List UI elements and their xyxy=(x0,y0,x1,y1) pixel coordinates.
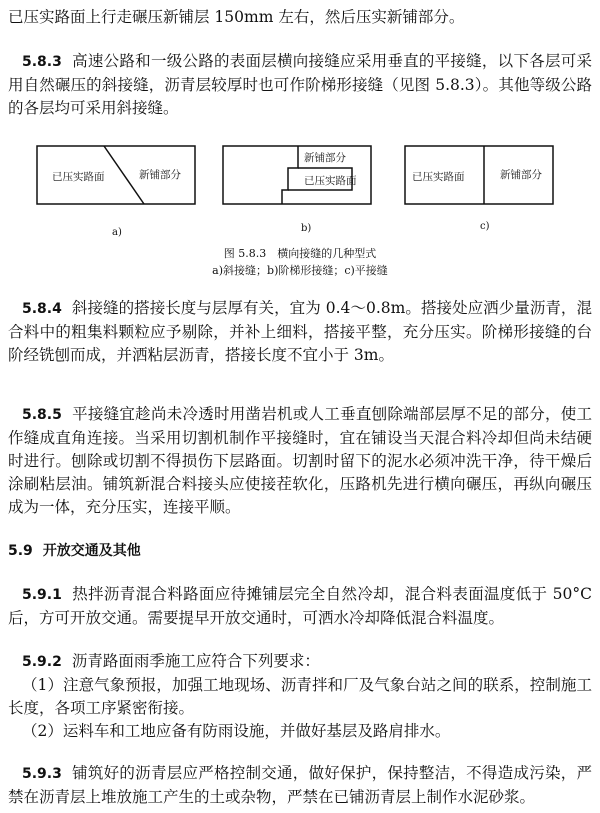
intro-text: 已压实路面上行走碾压新铺层 150mm 左右，然后压实新铺部分。 xyxy=(8,8,465,26)
intro-paragraph xyxy=(8,6,592,29)
clause-text: 沥青路面雨季施工应符合下列要求： xyxy=(71,652,320,670)
diagram-a-right-label: 新铺部分 xyxy=(139,169,181,181)
diagram-a-left-label: 已压实路面 xyxy=(52,171,105,183)
diagram-b-sub-label: b) xyxy=(301,223,312,234)
clause-5-9-3 xyxy=(8,762,592,809)
clause-5-8-3 xyxy=(8,50,592,120)
clause-5-9-1 xyxy=(8,583,592,630)
clause-number: 5.8.5 xyxy=(22,407,62,423)
diagram-b-bottom-label: 已压实路面 xyxy=(304,175,357,187)
clause-number: 5.8.4 xyxy=(22,301,62,317)
diagram-c-right-label: 新铺部分 xyxy=(500,169,542,181)
clause-text: 铺筑好的沥青层应严格控制交通，做好保护，保持整洁，不得造成污染，严禁在沥青层上堆放施工产生的土或杂物，严禁在已铺沥青层上制作水泥砂浆。 xyxy=(8,764,592,806)
clause-5-8-5 xyxy=(8,403,592,519)
clause-text: 斜接缝的搭接长度与层厚有关，宜为 0.4～0.8m。搭接处应洒少量沥青，混合料中的粗集料颗粒应予剔除，并补上细料，搭接平整，充分压实。阶梯形接缝的台阶经铣刨而成，并洒粘层沥青，搭接长度不宜小于 3m。 xyxy=(8,299,592,364)
figure-caption-sub: a)斜接缝；b)阶梯形接缝；c)平接缝 xyxy=(212,264,388,277)
list-item: （2）运料车和工地应备有防雨设施，并做好基层及路肩排水。 xyxy=(22,722,451,740)
clause-number: 5.9.2 xyxy=(22,654,62,670)
list-item: （1）注意气象预报，加强工地现场、沥青拌和厂及气象台站之间的联系，控制施工长度，各项工序紧密衔接。 xyxy=(8,676,592,717)
section-title: 开放交通及其他 xyxy=(42,543,141,559)
diagram-c-sub-label: c) xyxy=(480,221,490,232)
diagram-a-sub-label: a) xyxy=(112,227,122,238)
diagram-c-left-label: 已压实路面 xyxy=(412,171,465,183)
clause-number: 5.8.3 xyxy=(22,54,62,70)
clause-number: 5.9.1 xyxy=(22,587,62,603)
clause-text: 热拌沥青混合料路面应待摊铺层完全自然冷却，混合料表面温度低于 50°C 后，方可开放交通。需要提早开放交通时，可洒水冷却降低混合料温度。 xyxy=(8,585,592,627)
clause-5-9-2 xyxy=(8,650,592,743)
clause-text: 平接缝宜趁尚未冷透时用凿岩机或人工垂直刨除端部层厚不足的部分，使工作缝成直角连接。当采用切割机制作平接缝时，宜在铺设当天混合料冷却但尚未结硬时进行。刨除或切割不得损伤下层路面。切割时留下的泥水必须冲洗干净，待干燥后涂刷粘层油。铺筑新混合料接头应使接茬软化，压路机先进行横向碾压，再纵向碾压成为一体，充分压实，连接平顺。 xyxy=(8,405,592,516)
section-5-9-heading xyxy=(8,540,592,560)
figure-caption-title: 图 5.8.3 横向接缝的几种型式 xyxy=(223,247,377,260)
section-number: 5.9 xyxy=(8,543,33,559)
diagram-b-top-label: 新铺部分 xyxy=(304,152,346,164)
clause-number: 5.9.3 xyxy=(22,766,62,782)
clause-5-8-4 xyxy=(8,297,592,367)
clause-text: 高速公路和一级公路的表面层横向接缝应采用垂直的平接缝，以下各层可采用自然碾压的斜接缝，沥青层较厚时也可作阶梯形接缝（见图 5.8.3）。其他等级公路的各层均可采用斜接缝。 xyxy=(8,52,592,117)
